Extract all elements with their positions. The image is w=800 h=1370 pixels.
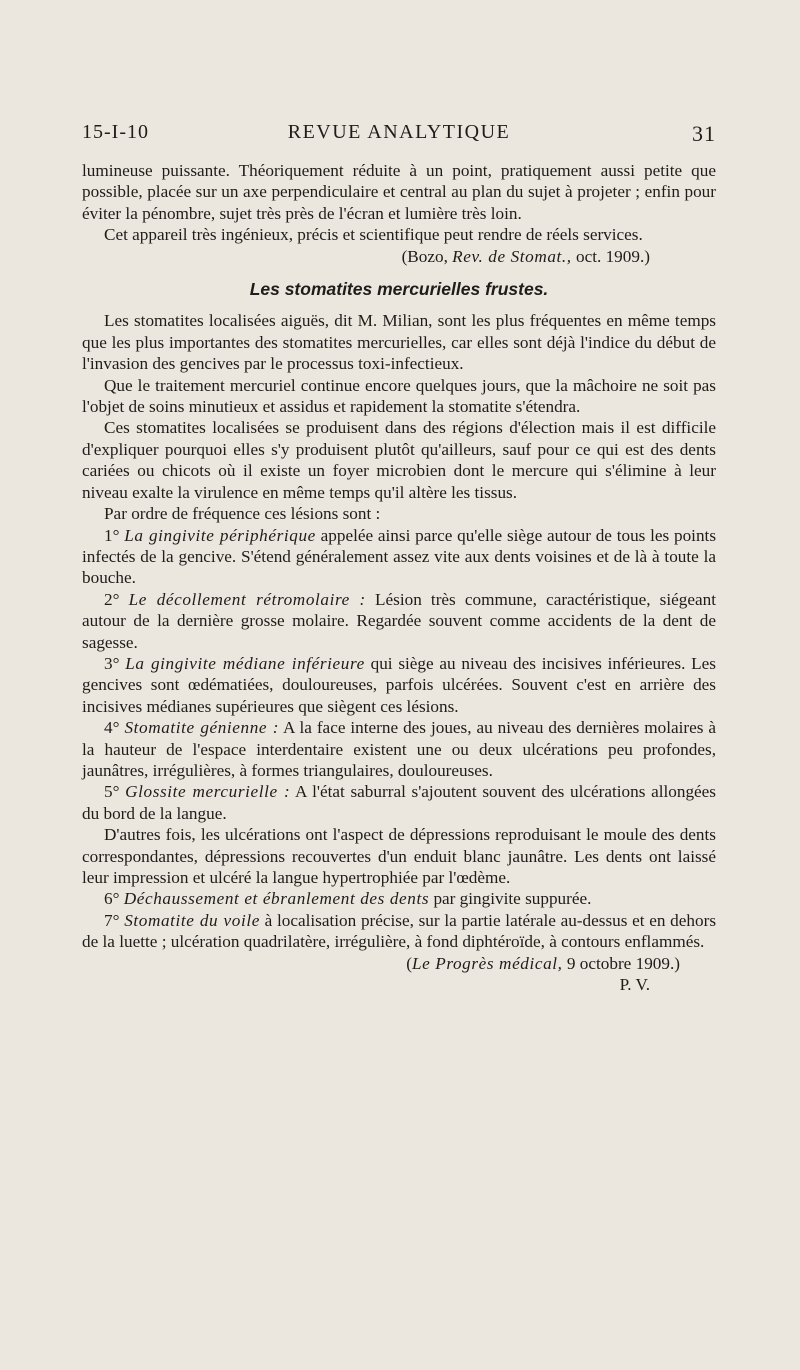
list-item: 2° Le décollement rétromolaire : Lésion très commune, caractéristique, siégeant autour de la dernière grosse molaire. Regardée souvent comme accidents de la dent de sagesse.	[82, 589, 716, 652]
list-item: 1° La gingivite périphérique appelée ainsi parce qu'elle siège autour de tous les points infectés de la gencive. S'étend généralement assez vite aux dents voisines et de là à toute la bouche.	[82, 525, 717, 588]
list-item: 6° Déchaussement et ébranlement des dents par gingivite suppurée.	[104, 889, 592, 909]
header-date: 15-I-10	[82, 121, 149, 143]
citation: (Le Progrès médical, 9 octobre 1909.)	[406, 953, 680, 973]
paragraph: Par ordre de fréquence ces lésions sont :	[104, 504, 381, 524]
header-title: REVUE ANALYTIQUE	[287, 121, 511, 143]
page-body	[82, 160, 716, 995]
list-item: 3° La gingivite médiane inférieure qui siège au niveau des incisives inférieures. Les gencives sont œdématiées, douloureuses, parfois ulcérées. Souvent c'est en arrière des incisives médianes supérieures que siègent ces lésions.	[82, 653, 716, 716]
page-number: 31	[692, 121, 716, 146]
list-item: 4° Stomatite génienne : A la face interne des joues, au niveau des dernières molaires à la hauteur de l'espace interdentaire existent une ou deux ulcérations peu profondes, jaunâtres, irrégulières, à formes triangulaires, douloureuses.	[82, 718, 717, 780]
citation: (Bozo, Rev. de Stomat., oct. 1909.)	[401, 246, 650, 266]
paragraph: Cet appareil très ingénieux, précis et scientifique peut rendre de réels services.	[104, 225, 643, 245]
citation-journal: Rev. de Stomat.,	[452, 246, 572, 266]
paragraph: Les stomatites localisées aiguës, dit M. Milian, sont les plus fréquentes en même temps que les plus importantes des stomatites mercurielles, car elles sont déjà l'indice du début de l'invasion des gencives par le processus toxi-infectieux.	[82, 311, 716, 374]
section-title: Les stomatites mercurielles frustes.	[249, 279, 549, 300]
list-item: 5° Glossite mercurielle : A l'état saburral s'ajoutent souvent des ulcérations allongées du bord de la langue.	[82, 782, 716, 823]
paragraph: Que le traitement mercuriel continue encore quelques jours, que la mâchoire ne soit pas l'objet de soins minutieux et assidus et rapidement la stomatite s'étendra.	[82, 375, 716, 417]
list-item: 7° Stomatite du voile à localisation précise, sur la partie latérale au-dessus et en dehors de la luette ; ulcération quadrilatère, irrégulière, à fond diphtéroïde, à contours enflammés.	[82, 910, 717, 952]
signature: P. V.	[619, 975, 650, 995]
paragraph: D'autres fois, les ulcérations ont l'aspect de dépressions reproduisant le moule des dents correspondantes, dépressions recouvertes d'un enduit blanc jaunâtre. Les dents ont laissé leur impression et ulcéré la langue hypertrophiée par l'œdème.	[82, 825, 716, 887]
running-header	[82, 121, 716, 151]
paragraph: Ces stomatites localisées se produisent dans des régions d'élection mais il est difficile d'expliquer pourquoi elles s'y produisent plutôt qu'ailleurs, sauf pour ce qui est des dents cariées ou chicots où il existe un foyer microbien dont le mercure qui s'élimine à leur niveau exalte la virulence en même temps qu'il altère les tissus.	[82, 418, 716, 502]
citation-journal: Le Progrès médical,	[411, 953, 563, 973]
paragraph: lumineuse puissante. Théoriquement réduite à un point, pratiquement aussi petite que possible, placée sur un axe perpendiculaire et central au plan du sujet à projeter ; enfin pour éviter la pénombre, sujet très près de l'écran et lumière très loin.	[82, 161, 716, 223]
